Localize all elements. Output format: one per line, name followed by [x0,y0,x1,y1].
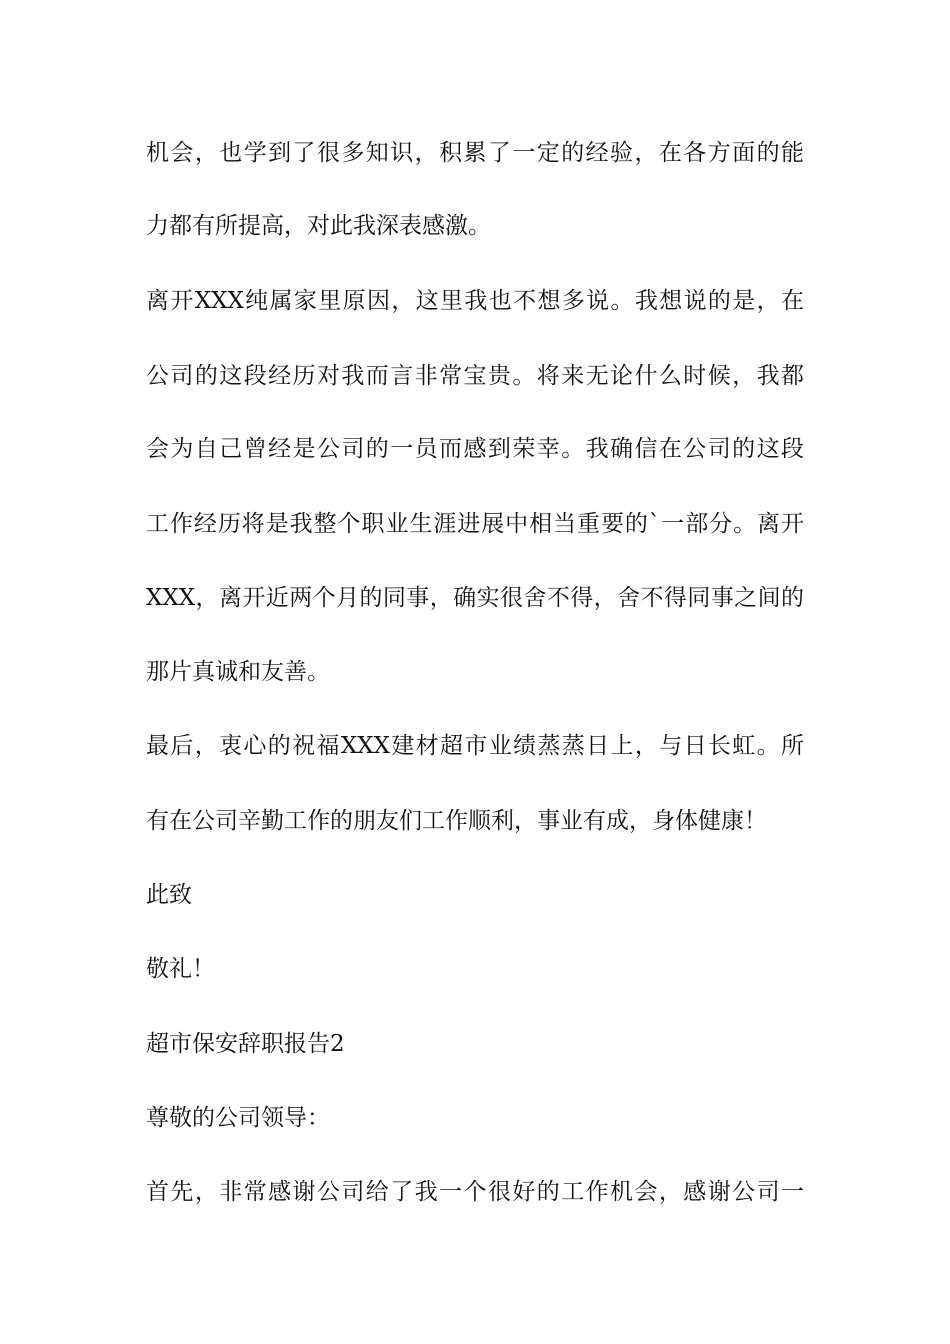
closing-salutation: 此致 [146,882,192,908]
body-text-line: 离开XXX纯属家里原因，这里我也不想多说。我想说的是，在 [146,288,804,314]
body-text-line: 会为自己曾经是公司的一员而感到荣幸。我确信在公司的这段 [146,436,804,462]
body-text-line: 首先，非常感谢公司给了我一个很好的工作机会，感谢公司一 [146,1179,804,1205]
body-text-line: 公司的这段经历对我而言非常宝贵。将来无论什么时候，我都 [146,363,804,389]
letter-greeting: 尊敬的公司领导： [146,1105,330,1131]
body-text-line: XXX，离开近两个月的同事，确实很舍不得，舍不得同事之间的 [146,585,804,611]
body-text-line: 工作经历将是我整个职业生涯进展中相当重要的`一部分。离开 [146,511,804,537]
body-text-line: 有在公司辛勤工作的朋友们工作顺利，事业有成，身体健康！ [146,808,767,834]
closing-regards: 敬礼！ [146,956,215,982]
body-text-line: 那片真诚和友善。 [146,659,330,685]
body-text-line: 机会，也学到了很多知识，积累了一定的经验，在各方面的能 [146,140,804,166]
body-text-line: 力都有所提高，对此我深表感激。 [146,213,491,239]
body-text-line: 最后，衷心的祝福XXX建材超市业绩蒸蒸日上，与日长虹。所 [146,733,804,759]
section-heading: 超市保安辞职报告2 [146,1031,345,1057]
